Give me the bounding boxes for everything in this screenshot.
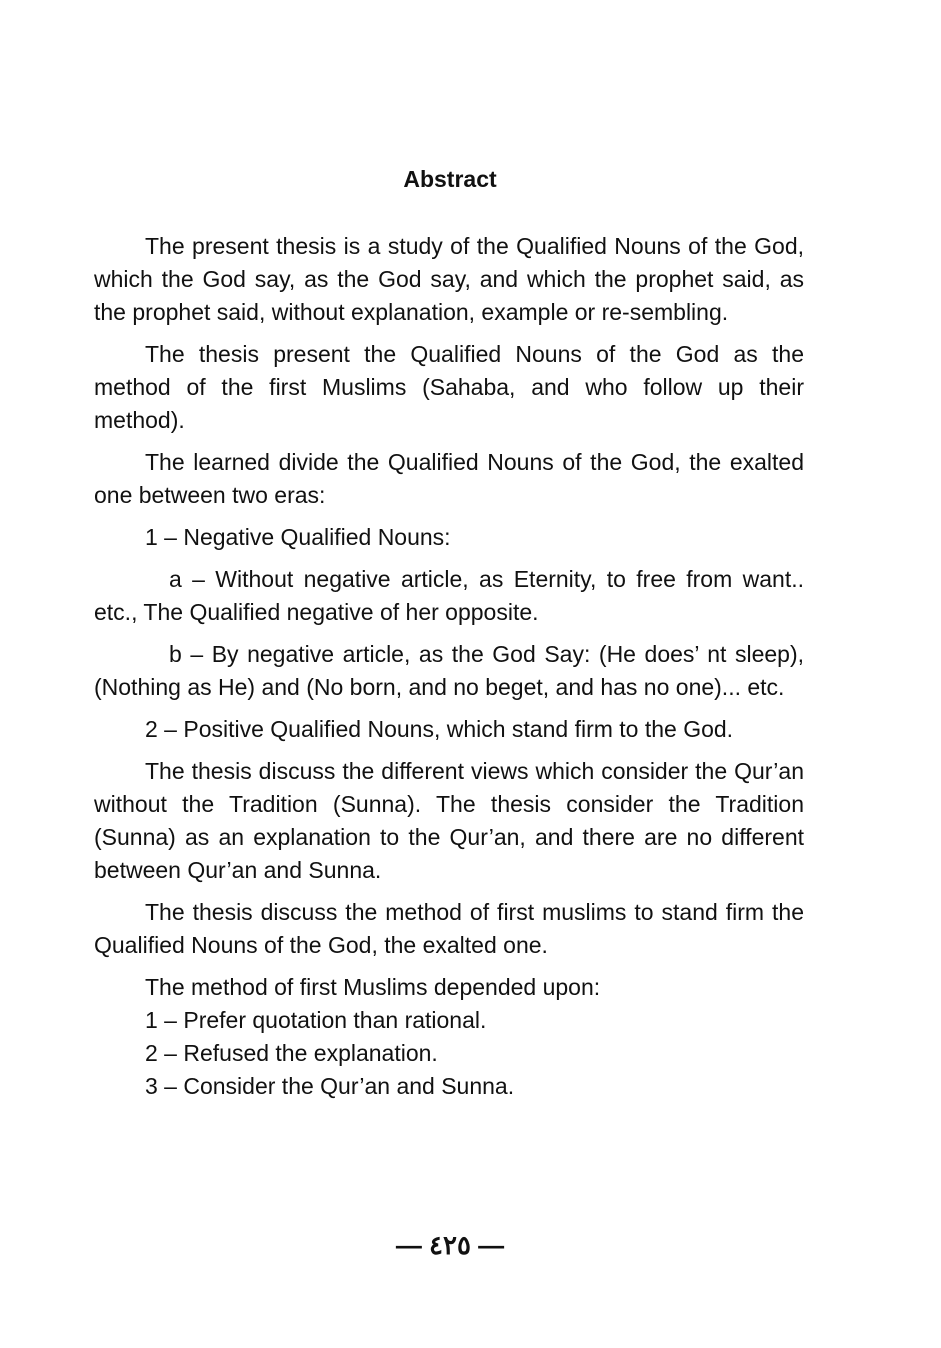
list-subitem-b: b – By negative article, as the God Say: (He does’ nt sleep), (Nothing as He) and (No born, and no beget, and has no one)... etc. bbox=[94, 641, 804, 700]
abstract-body bbox=[94, 230, 804, 1103]
method-item-3: 3 – Consider the Qur’an and Sunna. bbox=[145, 1073, 515, 1099]
list-subitem-a: a – Without negative article, as Eternity, to free from want.. etc., The Qualified negative of her opposite. bbox=[94, 566, 804, 625]
paragraph-2: The thesis present the Qualified Nouns of the God as the method of the first Muslims (Sahaba, and who follow up their method). bbox=[94, 341, 804, 433]
list-item-negative: 1 – Negative Qualified Nouns: bbox=[145, 524, 451, 550]
paragraph-4: The thesis discuss the different views which consider the Qur’an without the Tradition (Sunna). The thesis consider the Tradition (Sunna) as an explanation to the Qur’an, and there are no different between Qur’an and Sunna. bbox=[94, 758, 804, 883]
method-item-2: 2 – Refused the explanation. bbox=[145, 1040, 438, 1066]
list-item-positive: 2 – Positive Qualified Nouns, which stand firm to the God. bbox=[145, 716, 734, 742]
paragraph-3: The learned divide the Qualified Nouns of the God, the exalted one between two eras: bbox=[94, 449, 804, 508]
page-number: — ٤٢٥ — bbox=[395, 1230, 505, 1260]
method-intro: The method of first Muslims depended upon: bbox=[145, 974, 601, 1000]
paragraph-1: The present thesis is a study of the Qualified Nouns of the God, which the God say, as the God say, and which the prophet said, as the prophet said, without explanation, example or re-sembling. bbox=[94, 233, 804, 325]
method-item-1: 1 – Prefer quotation than rational. bbox=[145, 1007, 487, 1033]
paragraph-5: The thesis discuss the method of first muslims to stand firm the Qualified Nouns of the God, the exalted one. bbox=[94, 899, 804, 958]
abstract-title: Abstract bbox=[403, 166, 497, 192]
